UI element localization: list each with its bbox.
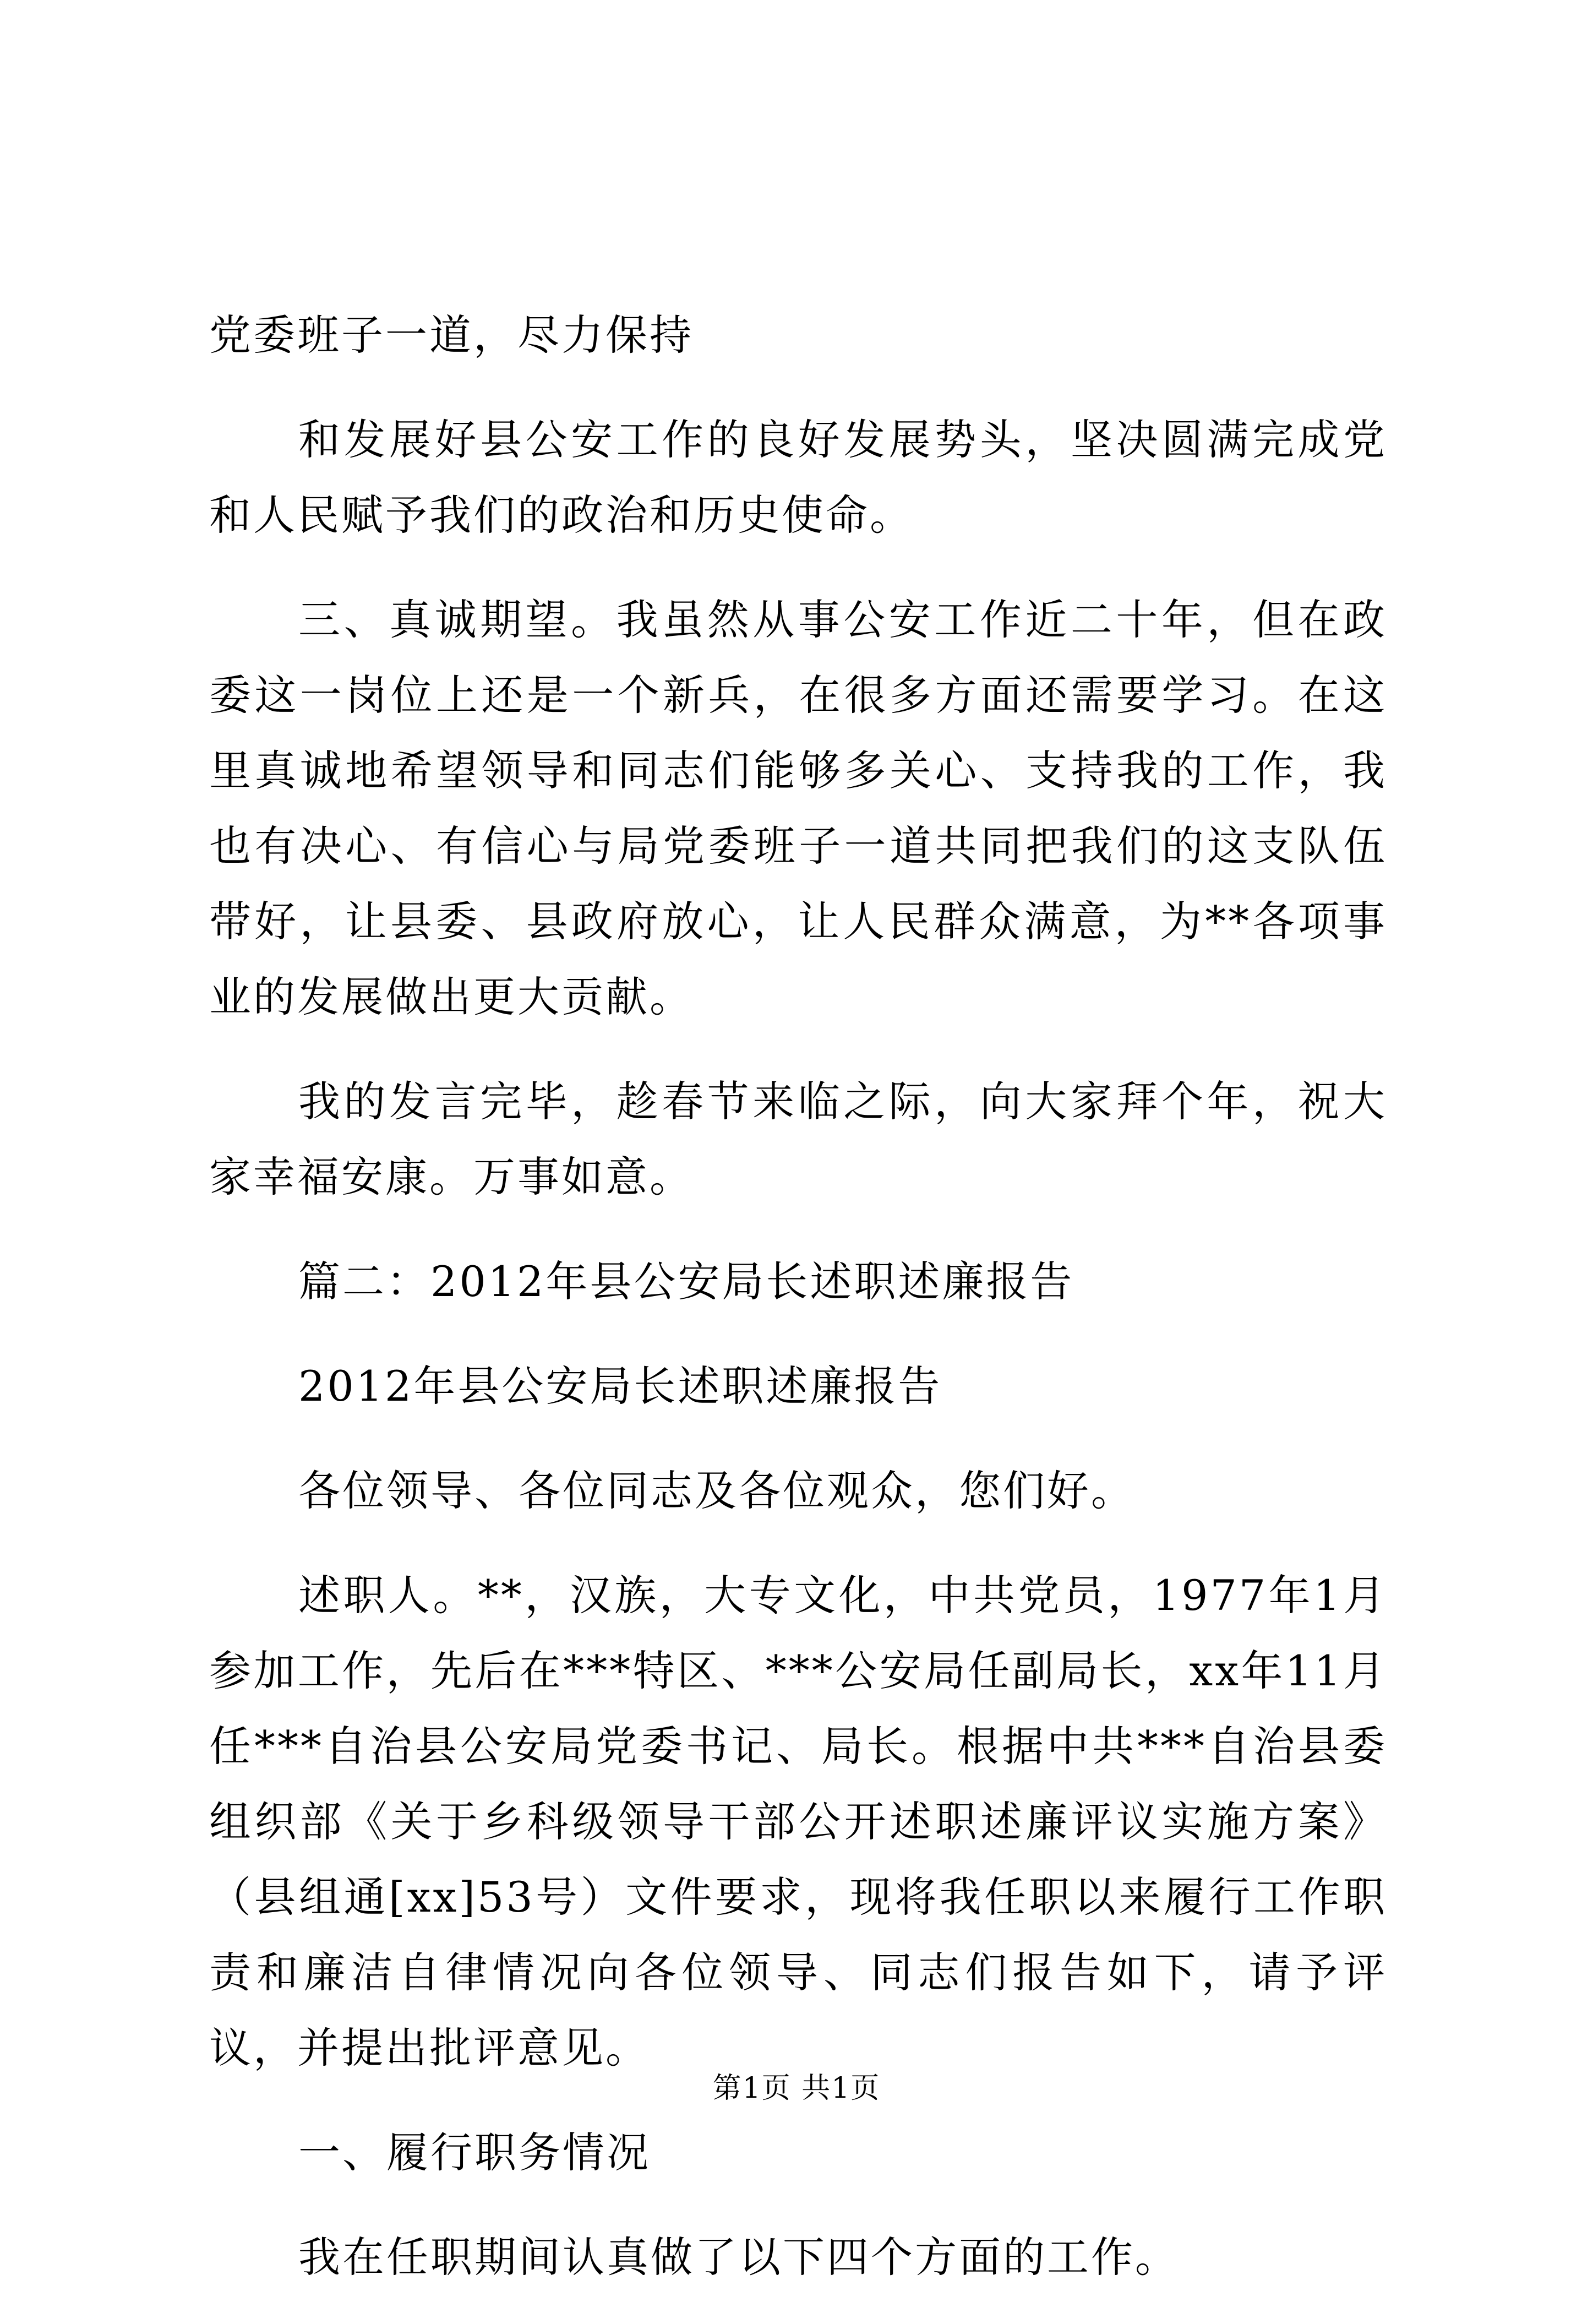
page-number-footer: 第1页 共1页 <box>712 2072 881 2105</box>
paragraph: 三、真诚期望。我虽然从事公安工作近二十年，但在政委这一岗位上还是一个新兵，在很多方面还需要学习。在这里真诚地希望领导和同志们能够多关心、支持我的工作，我也有决心、有信心与局党委班子一道共同把我们的这支队伍带好，让县委、县政府放心，让人民群众满意，为**各项事业的发展做出更大贡献。 <box>209 595 1387 1021</box>
section-heading: 一、履行职务情况 <box>298 2128 651 2177</box>
paragraph: 我的发言完毕，趁春节来临之际，向大家拜个年，祝大家幸福安康。万事如意。 <box>209 1077 1387 1201</box>
paragraph: 述职人。**，汉族，大专文化，中共党员，1977年1月参加工作，先后在***特区、***公安局任副局长，xx年11月任***自治县公安局党委书记、局长。根据中共***自治县委组织部《关于乡科级领导干部公开述职述廉评议实施方案》（县组通[xx]53号）文件要求，现将我任职以来履行工作职责和廉洁自律情况向各位领导、同志们报告如下，请予评议，并提出批评意见。 <box>209 1571 1387 2072</box>
paragraph: 我在任职期间认真做了以下四个方面的工作。 <box>298 2233 1179 2282</box>
salutation: 各位领导、各位同志及各位观众，您们好。 <box>298 1466 1135 1515</box>
section-title: 篇二：2012年县公安局长述职述廉报告 <box>298 1257 1074 1306</box>
paragraph-continuation: 党委班子一道，尽力保持 <box>209 311 694 360</box>
paragraph: 和发展好县公安工作的良好发展势头，坚决圆满完成党和人民赋予我们的政治和历史使命。 <box>209 415 1387 540</box>
report-title: 2012年县公安局长述职述廉报告 <box>298 1362 942 1411</box>
document-body <box>209 297 1387 2324</box>
